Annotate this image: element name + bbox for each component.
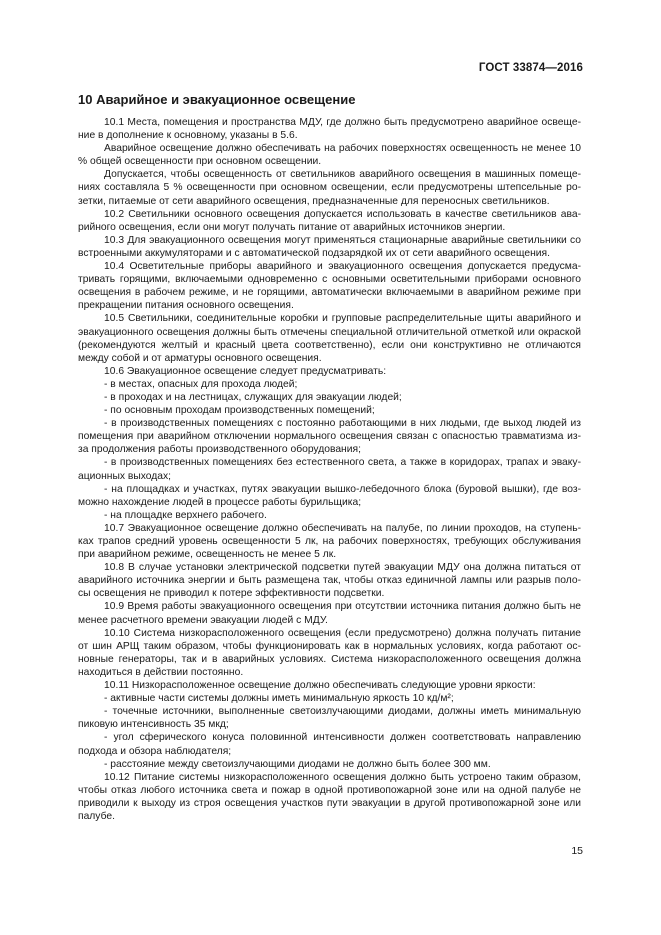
paragraph-10-2: 10.2 Светильники основного освещения допускается использовать в качестве светильников аварийного освещения, если они могут получать питание от аварийных источников энергии.: [78, 208, 581, 233]
list-item: - на площадке верхнего рабочего.: [104, 509, 267, 521]
list-item: - активные части системы должны иметь минимальную яркость 10 кд/м²;: [104, 693, 454, 705]
paragraph-10-10: 10.10 Система низкорасположенного освещения (если предусмотрено) должна получать питание от шин АРЩ таким образом, чтобы функционировать как в нормальных условиях, когда работают основные генераторы, так и в аварийных условиях. Система низкорасположенного освещения должна находиться в действии постоянно.: [78, 627, 581, 678]
paragraph: Аварийное освещение должно обеспечивать на рабочих поверхностях освещенность не менее 10 % общей освещенности при основном освещении.: [78, 143, 581, 168]
list-item: - в местах, опасных для прохода людей;: [104, 378, 298, 390]
paragraph-10-1: 10.1 Места, помещения и пространства МДУ, где должно быть предусмотрено аварийное освещение в дополнение к основному, указаны в 5.6.: [78, 117, 581, 142]
list-item: - точечные источники, выполненные светоизлучающими диодами, должны иметь минимальную пиковую интенсивность 35 мкд;: [78, 706, 581, 731]
document-id: ГОСТ 33874—2016: [478, 62, 583, 74]
list-item: - по основным проходам производственных помещений;: [104, 405, 375, 417]
paragraph-10-12: 10.12 Питание системы низкорасположенного освещения должно быть устроено таким образом, чтобы отказ любого источника света и пожар в одной противопожарной зоне или на одной палубе не приводили к выходу из строя освещения участков пути эвакуации в другой противопожарной зоне или палубе.: [78, 771, 581, 822]
list-item: - на площадках и участках, путях эвакуации вышко-лебедочного блока (буровой вышки), где возможно нахождение людей в процессе работы бурильщика;: [78, 483, 581, 508]
page-number: 15: [571, 845, 583, 857]
document-body: [78, 116, 581, 823]
list-item: - угол сферического конуса половинной интенсивности должен соответствовать направлению подхода и обзора наблюдателя;: [78, 732, 581, 757]
list-item: - расстояние между светоизлучающими диодами не должно быть более 300 мм.: [104, 758, 491, 770]
list-item: - в проходах и на лестницах, служащих для эвакуации людей;: [104, 391, 402, 403]
paragraph-10-3: 10.3 Для эвакуационного освещения могут применяться стационарные аварийные светильники со встроенными аккумуляторами и с автоматической подзарядкой их от сети аварийного освещения.: [78, 234, 581, 259]
paragraph-10-4: 10.4 Осветительные приборы аварийного и эвакуационного освещения допускается предусматривать горящими, включаемыми одновременно с основными осветительными приборами основного освещения в рабочем режиме, и не горящими, автоматически включаемыми в аварийном режиме при прекращении питания основного освещения.: [78, 261, 581, 312]
list-item: - в производственных помещениях с постоянно работающими в них людьми, где выход людей из помещения при аварийном отключении нормального освещения связан с опасностью травматизма из-за продолжения работы производственного оборудования;: [78, 418, 581, 456]
paragraph-10-6: 10.6 Эвакуационное освещение следует предусматривать:: [104, 365, 387, 377]
paragraph-10-9: 10.9 Время работы эвакуационного освещения при отсутствии источника питания должно быть не менее расчетного времени эвакуации людей с МДУ.: [78, 601, 581, 626]
paragraph-10-7: 10.7 Эвакуационное освещение должно обеспечивать на палубе, по линии проходов, на ступеньках трапов средний уровень освещенности 5 лк, на рабочих поверхностях, требующих обслуживания при аварийном режиме, освещенность не менее 5 лк.: [78, 522, 581, 561]
section-title: 10 Аварийное и эвакуационное освещение: [78, 92, 356, 107]
paragraph-10-8: 10.8 В случае установки электрической подсветки путей эвакуации МДУ она должна питаться от аварийного источника энергии и быть размещена так, чтобы отказ единичной лампы или разрыв полосы освещения не приводил к потере эффективности подсветки.: [78, 562, 581, 600]
paragraph: Допускается, чтобы освещенность от светильников аварийного освещения в машинных помещениях составляла 5 % освещенности при основном освещении, если предусмотрены штепсельные розетки, питаемые от сети аварийного освещения, предназначенные для переносных светильников.: [78, 169, 581, 207]
paragraph-10-11: 10.11 Низкорасположенное освещение должно обеспечивать следующие уровни яркости:: [104, 680, 536, 692]
paragraph-10-5: 10.5 Светильники, соединительные коробки и групповые распределительные щиты аварийного и эвакуационного освещения должны быть отмечены специальной отличительной отметкой или окраской (рекомендуются желтый и красный цвета соответственно), если они конструктивно не отличаются между собой и от арматуры основного освещения.: [78, 313, 581, 364]
list-item: - в производственных помещениях без естественного света, а также в коридорах, трапах и эвакуационных выходах;: [78, 457, 581, 482]
